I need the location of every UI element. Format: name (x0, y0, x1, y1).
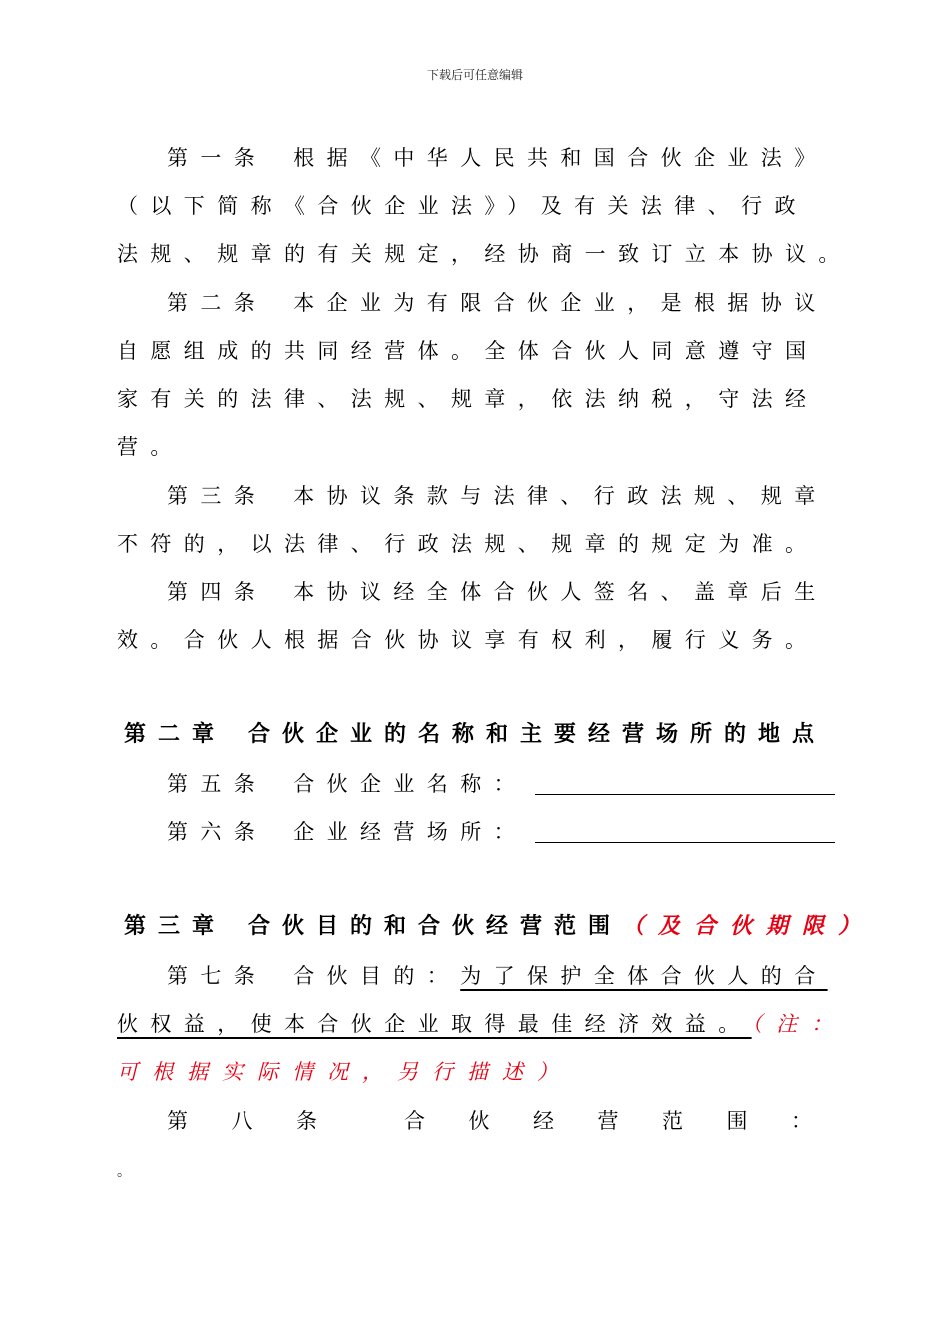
article-8-line-2: 。 (117, 1164, 144, 1180)
article-2-line-4: 营。 (117, 435, 184, 459)
article-8-char: 条 (296, 1109, 317, 1133)
chapter-2-heading (124, 720, 826, 750)
article-1-line-1 (167, 144, 837, 172)
article-5-text: 合伙企业名称： (293, 772, 528, 796)
partnership-name-field[interactable] (535, 794, 835, 795)
article-4-label: 第四条 (167, 580, 268, 604)
article-3-text-1: 本协议条款与法律、行政法规、规章 (293, 484, 828, 508)
article-7-line-2 (117, 1010, 847, 1038)
article-8-char: 伙 (468, 1109, 490, 1133)
article-7-line-1 (167, 962, 837, 990)
chapter-3-note: （及合伙期限） (622, 914, 875, 939)
chapter-3-title: 合伙目的和合伙经营范围 (248, 914, 623, 939)
article-6-label: 第六条 (167, 820, 268, 844)
article-1-line-2: （以下简称《合伙企业法》）及有关法律、行政 (117, 194, 808, 218)
article-3-line-1 (167, 482, 837, 510)
article-8-char: 合 (404, 1109, 425, 1133)
article-8-line-1 (167, 1107, 837, 1135)
article-6-text: 企业经营场所： (293, 820, 528, 844)
article-4-line-2: 效。合伙人根据合伙协议享有权利，履行义务。 (117, 628, 819, 652)
chapter-3-label: 第三章 (124, 914, 227, 939)
article-3-label: 第三条 (167, 484, 268, 508)
article-8-justified (167, 1107, 812, 1135)
article-7-label: 第七条 (167, 964, 268, 988)
chapter-3-heading (124, 912, 874, 942)
chapter-2-title: 合伙企业的名称和主要经营场所的地点 (248, 722, 827, 747)
article-7-note-1: （注： (751, 1012, 847, 1036)
article-2-text-1: 本企业为有限合伙企业，是根据协议 (293, 291, 828, 315)
article-4-line-1 (167, 578, 837, 606)
article-1-label: 第一条 (167, 146, 268, 170)
article-7-purpose-1: 为了保护全体合伙人的合 (460, 964, 828, 988)
article-7-purpose-2: 伙权益，使本合伙企业取得最佳经济效益。 (117, 1012, 752, 1036)
article-8-char: 围 (726, 1109, 748, 1133)
article-2-line-3: 家有关的法律、法规、规章，依法纳税，守法经 (117, 387, 819, 411)
article-8-char: 范 (662, 1109, 683, 1133)
article-2-line-1 (167, 289, 837, 317)
article-8-char: ： (791, 1109, 812, 1133)
article-2-line-2: 自愿组成的共同经营体。全体合伙人同意遵守国 (117, 339, 819, 363)
article-4-text-1: 本协议经全体合伙人签名、盖章后生 (293, 580, 828, 604)
article-7-lead: 合伙目的： (293, 964, 461, 988)
business-premises-field[interactable] (535, 842, 835, 843)
chapter-2-label: 第二章 (124, 722, 227, 747)
article-8-char: 经 (533, 1109, 554, 1133)
page-header: 下载后可任意编辑 (426, 68, 523, 82)
article-1-text-1: 根据《中华人民共和国合伙企业法》 (293, 146, 828, 170)
article-8-char: 八 (231, 1109, 253, 1133)
article-3-line-2: 不符的，以法律、行政法规、规章的规定为准。 (117, 532, 819, 556)
article-2-label: 第二条 (167, 291, 268, 315)
article-8-char: 第 (167, 1109, 188, 1133)
article-7-note-2: 可根据实际情况，另行描述） (117, 1060, 572, 1084)
article-8-char: 营 (597, 1109, 619, 1133)
article-5-label: 第五条 (167, 772, 268, 796)
article-1-line-3: 法规、规章的有关规定，经协商一致订立本协议。 (117, 242, 852, 266)
